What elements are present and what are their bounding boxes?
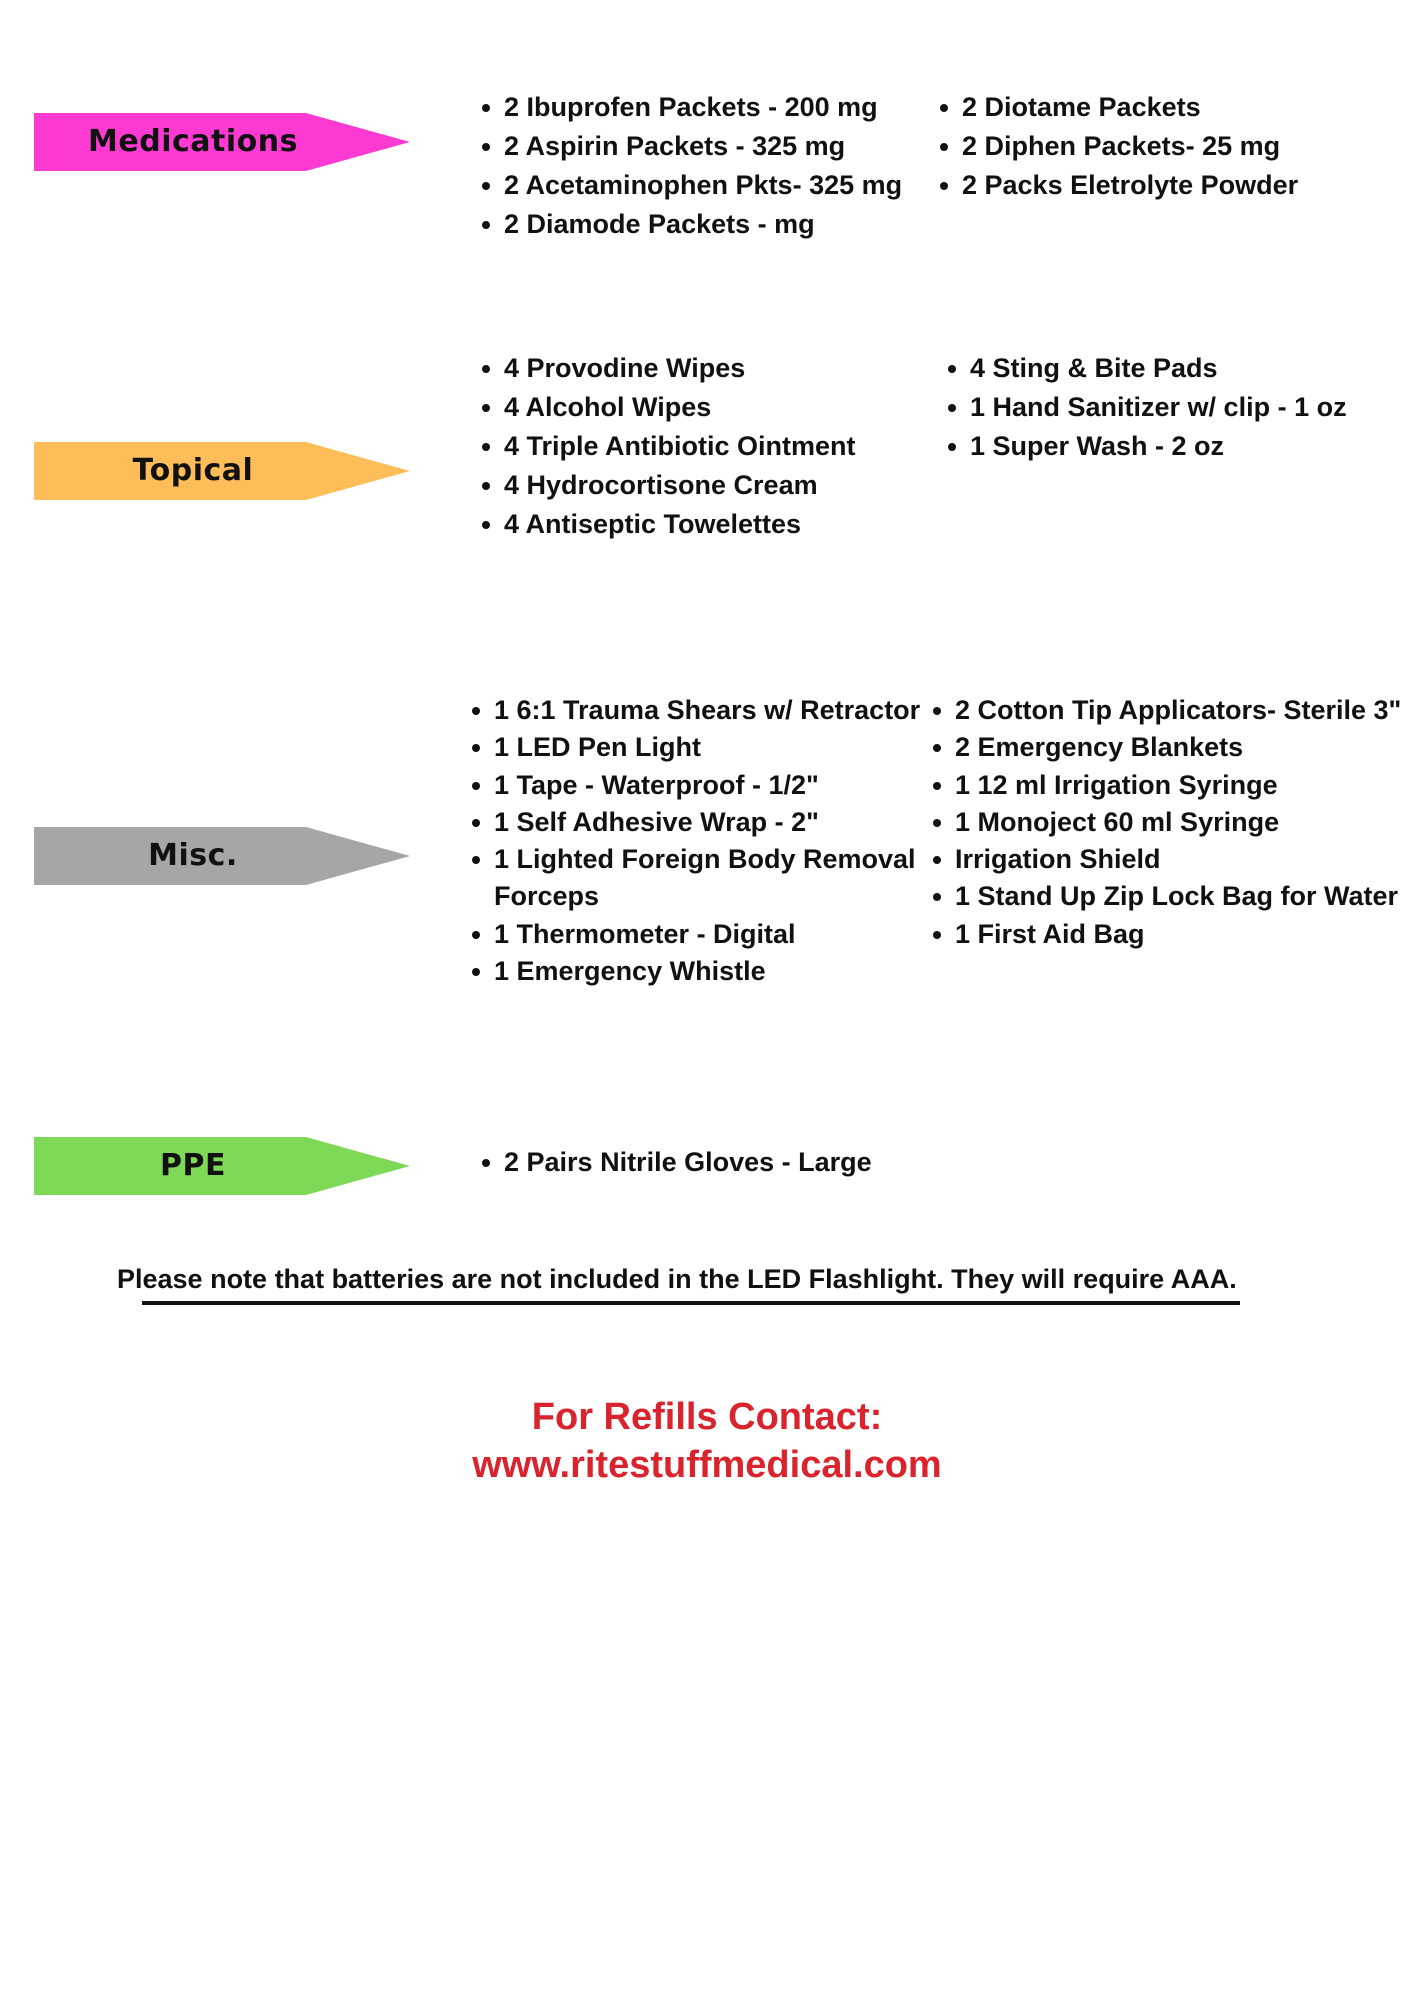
list-item: 4 Hydrocortisone Cream [480,466,856,505]
list-item: 1 First Aid Bag [931,916,1401,953]
misc-list-right [931,692,1401,953]
misc-label: Misc. [148,838,238,873]
topical-label: Topical [132,453,254,488]
medications-list-right [938,88,1298,205]
list-item: 4 Triple Antibiotic Ointment [480,427,856,466]
medications-tag [34,113,410,171]
list-item: 1 Self Adhesive Wrap - 2" [470,804,934,841]
list-item: 1 Hand Sanitizer w/ clip - 1 oz [946,388,1347,427]
list-item: 1 Thermometer - Digital [470,916,934,953]
misc-list-left [470,692,934,990]
list-item: 1 Emergency Whistle [470,953,934,990]
list-item: 1 Monoject 60 ml Syringe [931,804,1401,841]
list-item: 2 Diphen Packets- 25 mg [938,127,1298,166]
list-item: 4 Antiseptic Towelettes [480,505,856,544]
list-item: 2 Packs Eletrolyte Powder [938,166,1298,205]
list-item: 1 Super Wash - 2 oz [946,427,1347,466]
battery-note: Please note that batteries are not included in the LED Flashlight. They will require AAA. [117,1264,1237,1294]
refill-website-link[interactable]: www.ritestuffmedical.com [472,1444,942,1486]
list-item: 1 Lighted Foreign Body Removal Forceps [470,841,934,916]
list-item: 1 6:1 Trauma Shears w/ Retractor [470,692,934,729]
list-item: Irrigation Shield [931,841,1401,878]
list-item: 2 Pairs Nitrile Gloves - Large [480,1143,872,1182]
list-item: 2 Acetaminophen Pkts- 325 mg [480,166,902,205]
list-item: 1 Stand Up Zip Lock Bag for Water [931,878,1401,915]
list-item: 2 Diamode Packets - mg [480,205,902,244]
list-item: 2 Aspirin Packets - 325 mg [480,127,902,166]
refill-heading: For Refills Contact: [531,1396,883,1438]
list-item: 4 Sting & Bite Pads [946,349,1347,388]
medications-label: Medications [88,124,298,159]
ppe-label: PPE [160,1148,226,1183]
misc-tag [34,827,410,885]
list-item: 2 Cotton Tip Applicators- Sterile 3" [931,692,1401,729]
list-item: 1 12 ml Irrigation Syringe [931,767,1401,804]
topical-list-left [480,349,856,544]
medications-list-left [480,88,902,244]
topical-list-right [946,349,1347,466]
ppe-list [480,1143,872,1182]
list-item: 2 Ibuprofen Packets - 200 mg [480,88,902,127]
list-item: 2 Emergency Blankets [931,729,1401,766]
list-item: 1 Tape - Waterproof - 1/2" [470,767,934,804]
ppe-tag [34,1137,410,1195]
list-item: 4 Alcohol Wipes [480,388,856,427]
list-item: 1 LED Pen Light [470,729,934,766]
list-item: 2 Diotame Packets [938,88,1298,127]
topical-tag [34,442,410,500]
list-item: 4 Provodine Wipes [480,349,856,388]
note-underline [142,1301,1240,1305]
